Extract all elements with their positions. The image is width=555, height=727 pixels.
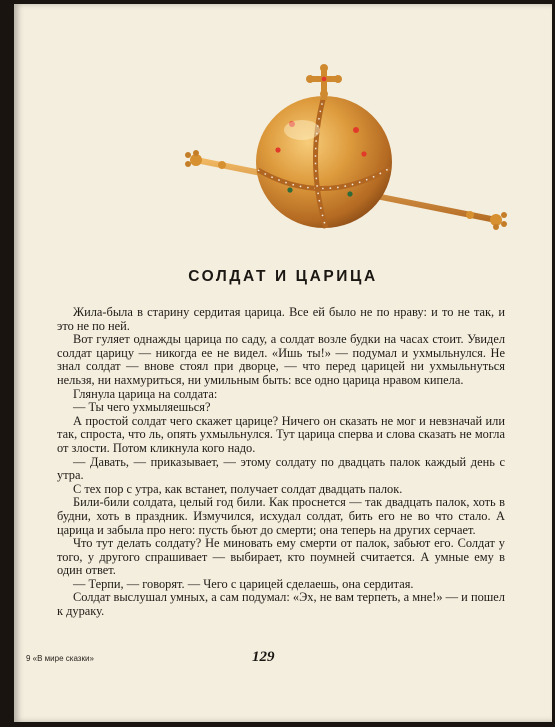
paragraph: Солдат выслушал умных, а сам подумал: «Эх, не вам терпеть, а мне!» — и пошел к дураку.	[57, 590, 505, 619]
paragraph: С тех пор с утра, как встанет, получает солдат двадцать палок.	[73, 481, 403, 496]
story-text	[57, 306, 505, 619]
story-title: СОЛДАТ И ЦАРИЦА	[188, 268, 378, 285]
paragraph: Били-били солдата, целый год били. Как проснется — так двадцать палок, хоть в будни, хоть в праздник. Измучился, исхудал солдат, бить его не во что стало. А царица и забыла про него: пусть бьют до смерти; она теперь на других серчает.	[57, 495, 505, 537]
paragraph: Что тут делать солдату? Не миновать ему смерти от палок, забьют его. Солдат у того, у другого спрашивает — выбирает, кто поумней считается. А умные ему в один ответ.	[57, 536, 505, 578]
signature-mark: 9 «В мире сказки»	[26, 654, 94, 663]
paragraph: Жила-была в старину сердитая царица. Все ей было не по нраву: и то не так, и это не по ней.	[57, 305, 505, 333]
paragraph: — Терпи, — говорят. — Чего с царицей сделаешь, она сердитая.	[73, 576, 414, 591]
paragraph: Глянула царица на солдата:	[73, 386, 218, 401]
royal-orb-icon	[174, 50, 514, 250]
paragraph: — Ты чего ухмыляешься?	[73, 400, 211, 415]
paragraph: — Давать, — приказывает, — этому солдату по двадцать палок каждый день с утра.	[57, 454, 505, 483]
book-page	[14, 4, 552, 722]
paragraph: А простой солдат чего скажет царице? Ничего он сказать не мог и невзначай или так, спроста, что ль, опять ухмыльнулся. Тут царица сперва и слова сказать не могла от злости. Потом кликнула кого надо.	[57, 413, 505, 455]
paragraph: Вот гуляет однажды царица по саду, а солдат возле будки на часах стоит. Увидел солдат царицу — никогда ее не видел. «Ишь ты!» — подумал и ухмыльнулся. Не знал солдат — внове стоял при дворце, — что перед царицей ни ухмыльнуться нельзя, ни нахмуриться, ни умильным быть: все одно царица нравом кипела.	[57, 332, 505, 387]
page-number: 129	[252, 649, 275, 665]
